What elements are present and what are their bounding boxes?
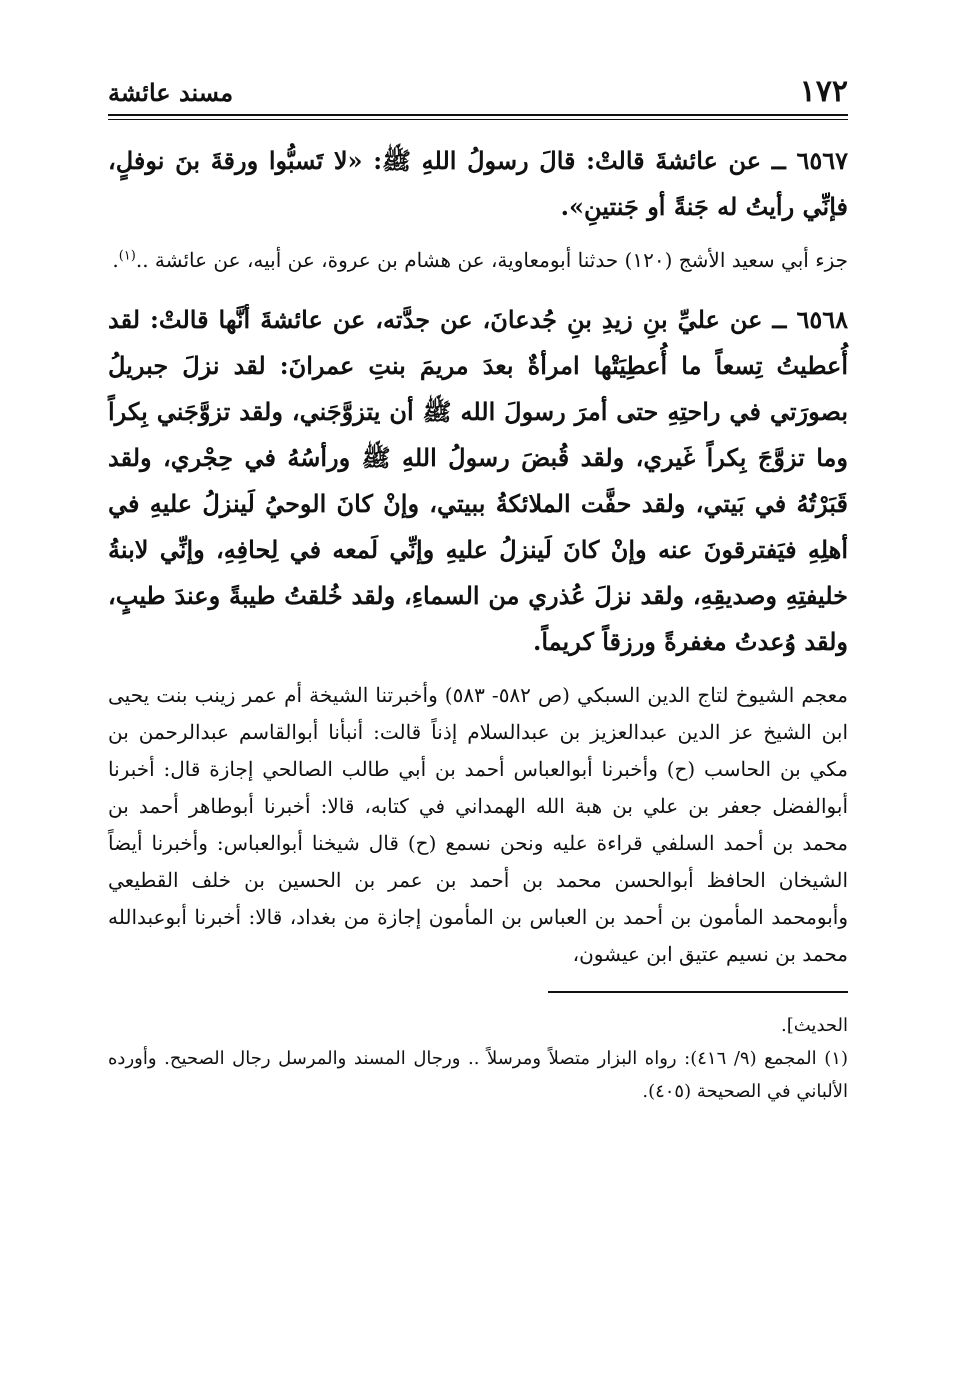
source-citation-6568: معجم الشيوخ لتاج الدين السبكي (ص ٥٨٢- ٥٨٣) وأخبرتنا الشيخة أم عمر زينب بنت يحيى ابن الشيخ عز الدين عبدالعزيز بن عبدالسلام إذناً قالت: أنبأنا أبوالقاسم عبدالرحمن بن مكي بن الحاسب (ح) وأخبرنا أبوالعباس أحمد بن أبي طالب الصالحي إجازة قال: أخبرنا أبوالفضل جعفر بن علي بن هبة الله الهمداني في كتابه، قالا: أخبرنا أبوطاهر أحمد بن محمد بن أحمد السلفي قراءة عليه ونحن نسمع (ح) قال شيخنا أبوالعباس: وأخبرنا أيضاً الشيخان الحافظ أبوالحسن محمد بن أحمد بن عمر بن الحسين بن خلف القطيعي وأبومحمد المأمون بن أحمد بن العباس بن المأمون إجازة من بغداد، قالا: أخبرنا أبوعبدالله محمد بن نسيم عتيق ابن عيشون،: [108, 683, 849, 966]
source-text-6567: جزء أبي سعيد الأشج (١٢٠) حدثنا أبومعاوية، عن هشام بن عروة، عن أبيه، عن عائشة ..: [135, 248, 848, 272]
hadith-6567: ٦٥٦٧ ــ عن عائشةَ قالتْ: قالَ رسولُ اللهِ ﷺ: «لا تَسبُّوا ورقةَ بنَ نوفلٍ، فإنِّي رأيتُ له جَنةً أو جَنتينِ».: [108, 146, 848, 221]
book-page: [108, 70, 848, 1108]
footnote-reference: (١): [118, 248, 136, 264]
running-header: [108, 70, 848, 116]
main-text: [108, 138, 848, 973]
footnote-continuation: الحديث].: [781, 1015, 848, 1036]
footnote-1: (١) المجمع (٩/ ٤١٦): رواه البزار متصلاً ومرسلاً .. ورجال المسند والمرسل رجال الصحيح. وأورده الألباني في الصحيحة (٤٠٥).: [108, 1048, 848, 1102]
footnote-divider: [548, 991, 848, 993]
footnotes: [108, 1009, 848, 1108]
page-number: ١٧٢: [799, 74, 848, 109]
source-citation-6567: جزء أبي سعيد الأشج (١٢٠) حدثنا أبومعاوية، عن هشام بن عروة، عن أبيه، عن عائشة ..$^{(١)}$.: [112, 248, 848, 272]
book-title: مسند عائشة: [108, 78, 234, 107]
hadith-6568: ٦٥٦٨ ــ عن عليِّ بنِ زيدِ بنِ جُدعانَ، عن جدَّته، عن عائشةَ أنَّها قالتْ: لقد أُعطيتُ تِسعاً ما أُعطِيَتْها امرأةٌ بعدَ مريمَ بنتِ عمرانَ: لقد نزلَ جبريلُ بصورَتي في راحتِهِ حتى أمرَ رسولَ الله ﷺ أن يتزوَّجَني، ولقد تزوَّجَني بِكراً وما تزوَّجَ بِكراً غَيري، ولقد قُبضَ رسولُ اللهِ ﷺ ورأسُهُ في حِجْري، ولقد قَبَرْتُهُ في بَيتي، ولقد حفَّت الملائكةُ ببيتي، وإنْ كانَ الوحيُ لَينزلُ عليهِ في أهلِهِ فيَفترقونَ عنه وإنْ كانَ لَينزلُ عليهِ وإنِّي لَمعه في لِحافِهِ، وإنِّي لابنةُ خليفتِهِ وصديقِهِ، ولقد نزلَ عُذري من السماءِ، ولقد خُلقتُ طيبةً وعندَ طيبٍ، ولقد وُعدتُ مغفرةً ورزقاً كريماً.: [108, 305, 848, 656]
